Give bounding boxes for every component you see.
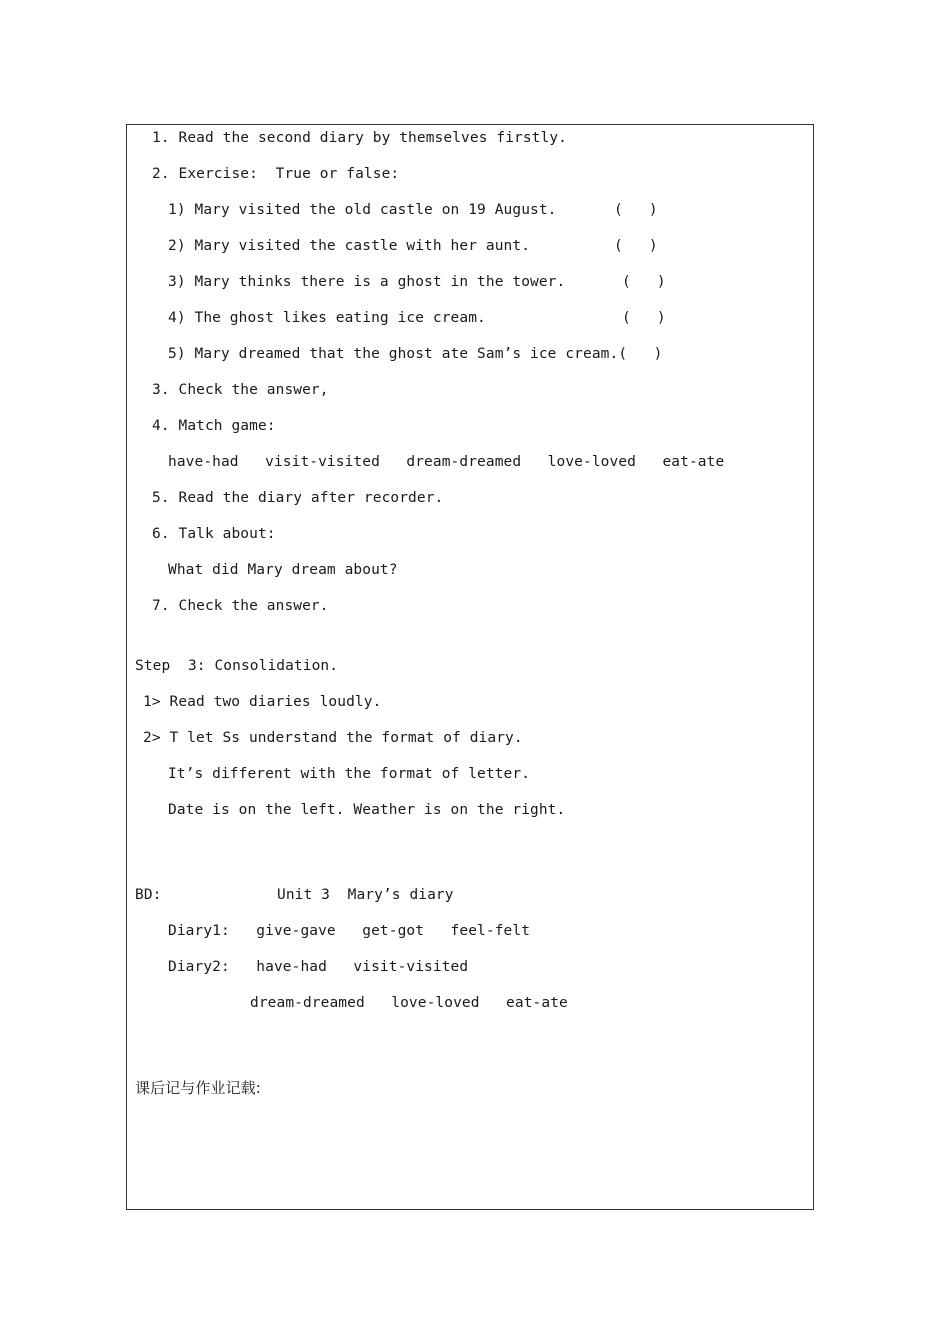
step3-item-2-note-a: It’s different with the format of letter. <box>168 766 531 782</box>
bd-diary2-continued: dream-dreamed love-loved eat-ate <box>250 995 568 1011</box>
true-false-item-5: 5) Mary dreamed that the ghost ate Sam’s ice cream.( ) <box>168 346 663 362</box>
step-item-1: 1. Read the second diary by themselves firstly. <box>152 130 567 146</box>
answer-blank-2: ( ) <box>614 238 658 254</box>
bd-title: Unit 3 Mary’s diary <box>277 887 454 903</box>
answer-blank-4: ( ) <box>622 310 666 326</box>
bd-diary2: Diary2: have-had visit-visited <box>168 959 469 975</box>
step3-item-1: 1> Read two diaries loudly. <box>143 694 382 710</box>
step-item-5: 5. Read the diary after recorder. <box>152 490 444 506</box>
true-false-item-1: 1) Mary visited the old castle on 19 August. <box>168 202 557 218</box>
bd-diary1: Diary1: give-gave get-got feel-felt <box>168 923 531 939</box>
true-false-item-3: 3) Mary thinks there is a ghost in the tower. <box>168 274 566 290</box>
true-false-item-4: 4) The ghost likes eating ice cream. <box>168 310 486 326</box>
step3-item-2-note-b: Date is on the left. Weather is on the right. <box>168 802 566 818</box>
step-item-3: 3. Check the answer, <box>152 382 329 398</box>
after-class-notes-label: 课后记与作业记载: <box>135 1079 261 1097</box>
talk-question: What did Mary dream about? <box>168 562 398 578</box>
true-false-item-2: 2) Mary visited the castle with her aunt. <box>168 238 531 254</box>
answer-blank-1: ( ) <box>614 202 658 218</box>
answer-blank-3: ( ) <box>622 274 666 290</box>
step-item-7: 7. Check the answer. <box>152 598 329 614</box>
bd-label: BD: <box>135 887 162 903</box>
step-item-6: 6. Talk about: <box>152 526 276 542</box>
step-item-2: 2. Exercise: True or false: <box>152 166 400 182</box>
step3-heading: Step 3: Consolidation. <box>135 658 339 674</box>
step3-item-2: 2> T let Ss understand the format of diary. <box>143 730 523 746</box>
step-item-4: 4. Match game: <box>152 418 276 434</box>
match-game-words: have-had visit-visited dream-dreamed love-loved eat-ate <box>168 454 725 470</box>
